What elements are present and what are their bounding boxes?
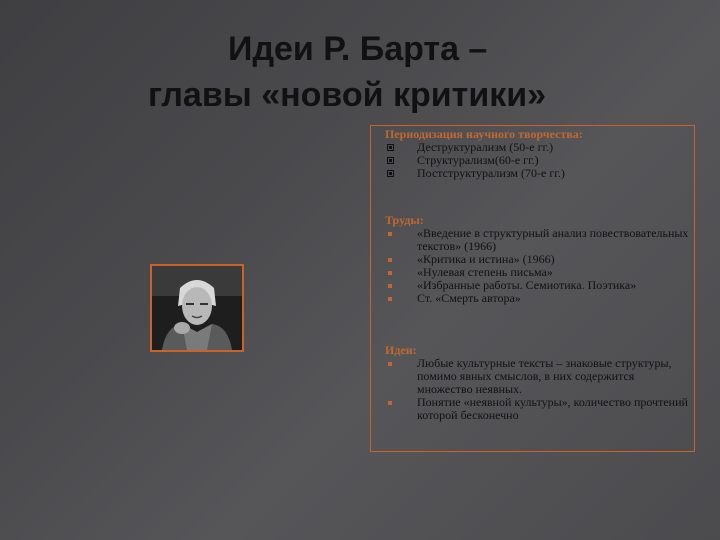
period-item: Структурализм(60-е гг.) — [385, 154, 690, 167]
idea-item: Понятие «неявной культуры», количество прочтений которой бесконечно — [385, 396, 690, 422]
ideas-section — [385, 344, 690, 422]
period-item: Постструктурализм (70-е гг.) — [385, 167, 690, 180]
period-item: Деструктурализм (50-е гг.) — [385, 141, 690, 154]
works-section — [385, 214, 690, 305]
portrait-image — [152, 266, 242, 350]
work-item: «Нулевая степень письма» — [385, 266, 690, 279]
ideas-heading: Идеи: — [385, 343, 417, 357]
work-item: «Введение в структурный анализ повествовательных текстов» (1966) — [385, 227, 690, 253]
slide-title-line-2: главы «новой критики» — [148, 76, 547, 114]
idea-item: Любые культурные тексты – знаковые структуры, помимо явных смыслов, в них содержится множество неявных. — [385, 357, 690, 396]
content-box — [370, 125, 695, 452]
periods-heading: Периодизация научного творчества: — [385, 127, 583, 141]
work-item: «Избранные работы. Семиотика. Поэтика» — [385, 279, 690, 292]
periods-section — [385, 128, 690, 180]
work-item: Ст. «Смерть автора» — [385, 292, 690, 305]
portrait-photo — [150, 264, 244, 352]
slide-title-line-1: Идеи Р. Барта – — [228, 30, 488, 68]
work-item: «Критика и истина» (1966) — [385, 253, 690, 266]
works-heading: Труды: — [385, 213, 424, 227]
